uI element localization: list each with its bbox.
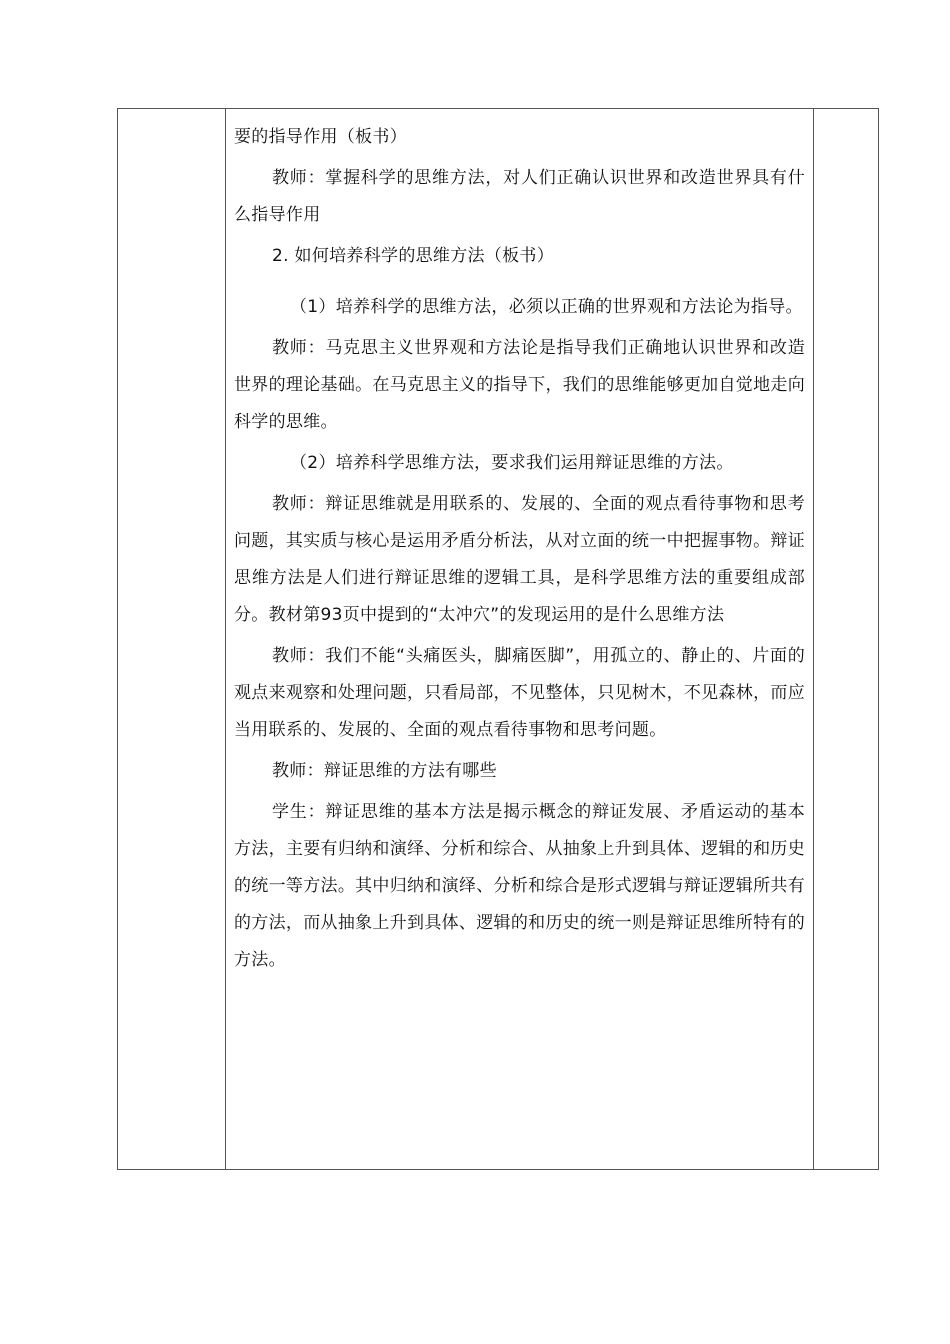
lesson-content [226, 109, 813, 979]
right-column-cell [814, 109, 879, 1170]
subsection-heading: （2）培养科学思维方法，要求我们运用辩证思维的方法。 [290, 453, 734, 473]
subsection-heading: （1）培养科学的思维方法，必须以正确的世界观和方法论为指导。 [290, 297, 803, 317]
paragraph: 教师：辩证思维就是用联系的、发展的、全面的观点看待事物和思考问题，其实质与核心是运用矛盾分析法，从对立面的统一中把握事物。辩证思维方法是人们进行辩证思维的逻辑工具，是科学思维方法的重要组成部分。教材第93页中提到的“太冲穴”的发现运用的是什么思维方法 [234, 494, 805, 625]
lesson-plan-table [117, 108, 879, 1170]
section-heading: 2. 如何培养科学的思维方法（板书） [272, 246, 555, 266]
left-column-cell [118, 109, 226, 1170]
paragraph: 教师：我们不能“头痛医头，脚痛医脚”，用孤立的、静止的、片面的观点来观察和处理问题，只看局部，不见整体，只见树木，不见森林，而应当用联系的、发展的、全面的观点看待事物和思考问题。 [234, 646, 805, 740]
paragraph: 教师：辩证思维的方法有哪些 [272, 761, 497, 781]
paragraph: 教师：马克思主义世界观和方法论是指导我们正确地认识世界和改造世界的理论基础。在马克思主义的指导下，我们的思维能够更加自觉地走向科学的思维。 [234, 338, 805, 432]
content-cell [226, 109, 814, 1170]
table-row [118, 109, 879, 1170]
paragraph: 教师：掌握科学的思维方法，对人们正确认识世界和改造世界具有什么指导作用 [234, 168, 805, 225]
paragraph: 学生：辩证思维的基本方法是揭示概念的辩证发展、矛盾运动的基本方法，主要有归纳和演绎、分析和综合、从抽象上升到具体、逻辑的和历史的统一等方法。其中归纳和演绎、分析和综合是形式逻辑与辩证逻辑所共有的方法，而从抽象上升到具体、逻辑的和历史的统一则是辩证思维所特有的方法。 [234, 802, 805, 970]
paragraph: 要的指导作用（板书） [234, 127, 407, 147]
